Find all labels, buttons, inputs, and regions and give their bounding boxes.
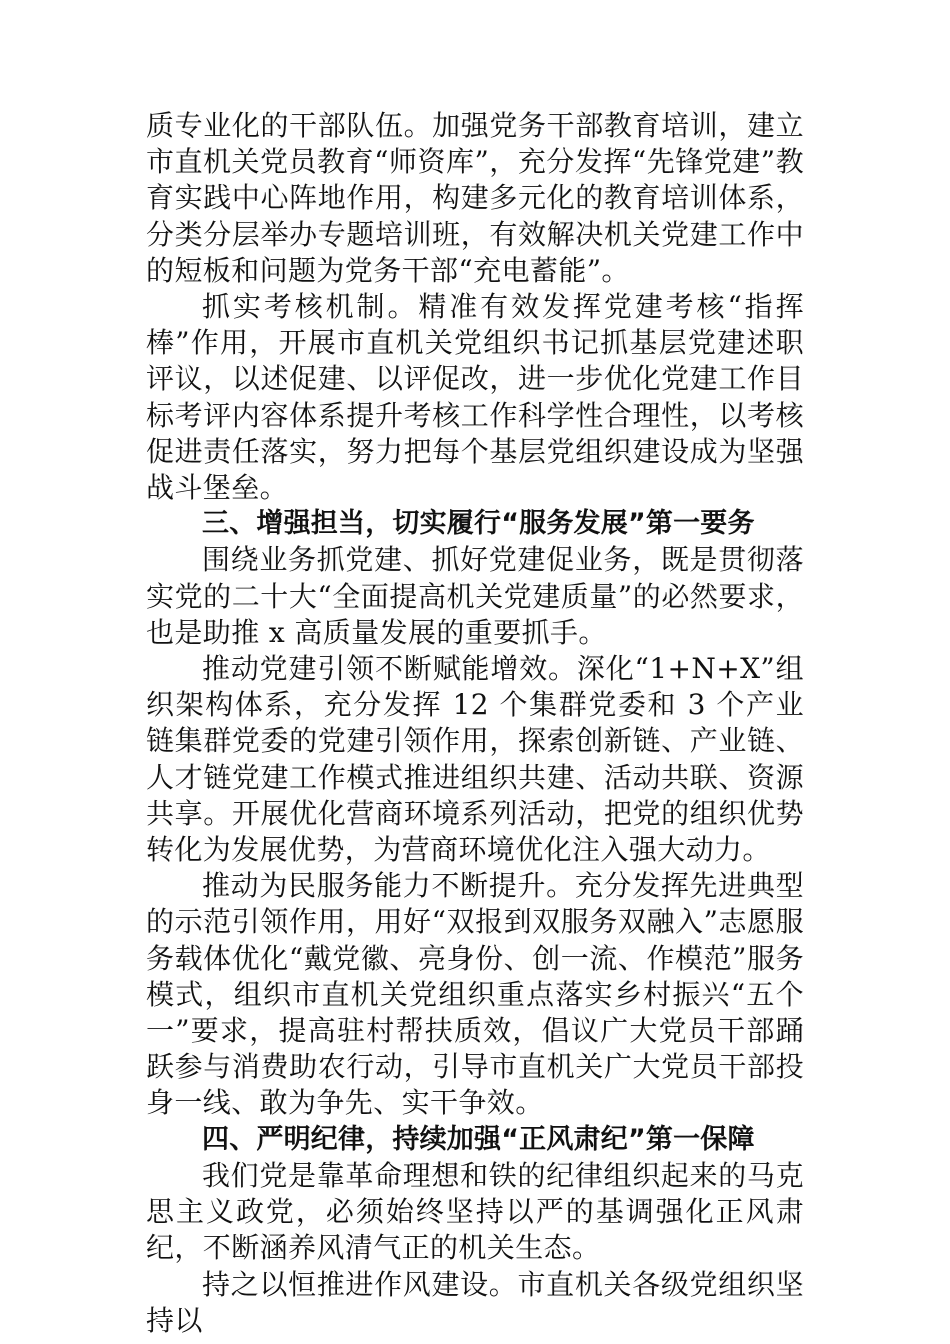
- paragraph-assessment-mechanism: 抓实考核机制。精准有效发挥党建考核“指挥棒”作用，开展市直机关党组织书记抓基层党建述职评议，以述促建、以评促改，进一步优化党建工作目标考评内容体系提升考核工作科学性合理性，以考核促进责任落实，努力把每个基层党组织建设成为坚强战斗堡垒。: [146, 290, 804, 505]
- paragraph-section-3-intro: 围绕业务抓党建、抓好党建促业务，既是贯彻落实党的二十大“全面提高机关党建质量”的必然要求，也是助推 x 高质量发展的重要抓手。: [146, 543, 804, 649]
- paragraph-public-service: 推动为民服务能力不断提升。充分发挥先进典型的示范引领作用，用好“双报到双服务双融入”志愿服务载体优化“戴党徽、亮身份、创一流、作模范”服务模式，组织市直机关党组织重点落实乡村振兴“五个一”要求，提高驻村帮扶质效，倡议广大党员干部踊跃参与消费助农行动，引导市直机关广大党员干部投身一线、敢为争先、实干争效。: [146, 869, 804, 1120]
- paragraph-work-style: 持之以恒推进作风建设。市直机关各级党组织坚持以: [146, 1267, 804, 1337]
- paragraph-party-building-empowerment: 推动党建引领不断赋能增效。深化“1+N+X”组织架构体系，充分发挥 12 个集群党委和 3 个产业链集群党委的党建引领作用，探索创新链、产业链、人才链党建工作模式推进组织共建、活动共联、资源共享。开展优化营商环境系列活动，把党的组织优势转化为发展优势，为营商环境优化注入强大动力。: [146, 652, 804, 867]
- document-page: [146, 108, 804, 1339]
- section-heading-4: 四、严明纪律，持续加强“正风肃纪”第一保障: [202, 1123, 755, 1155]
- section-heading-3: 三、增强担当，切实履行“服务发展”第一要务: [202, 508, 755, 540]
- paragraph-section-4-intro: 我们党是靠革命理想和铁的纪律组织起来的马克思主义政党，必须始终坚持以严的基调强化正风肃纪，不断涵养风清气正的机关生态。: [146, 1158, 804, 1265]
- paragraph-cadre-training: 质专业化的干部队伍。加强党务干部教育培训，建立市直机关党员教育“师资库”，充分发挥“先锋党建”教育实践中心阵地作用，构建多元化的教育培训体系，分类分层举办专题培训班，有效解决机关党建工作中的短板和问题为党务干部“充电蓄能”。: [146, 109, 804, 287]
